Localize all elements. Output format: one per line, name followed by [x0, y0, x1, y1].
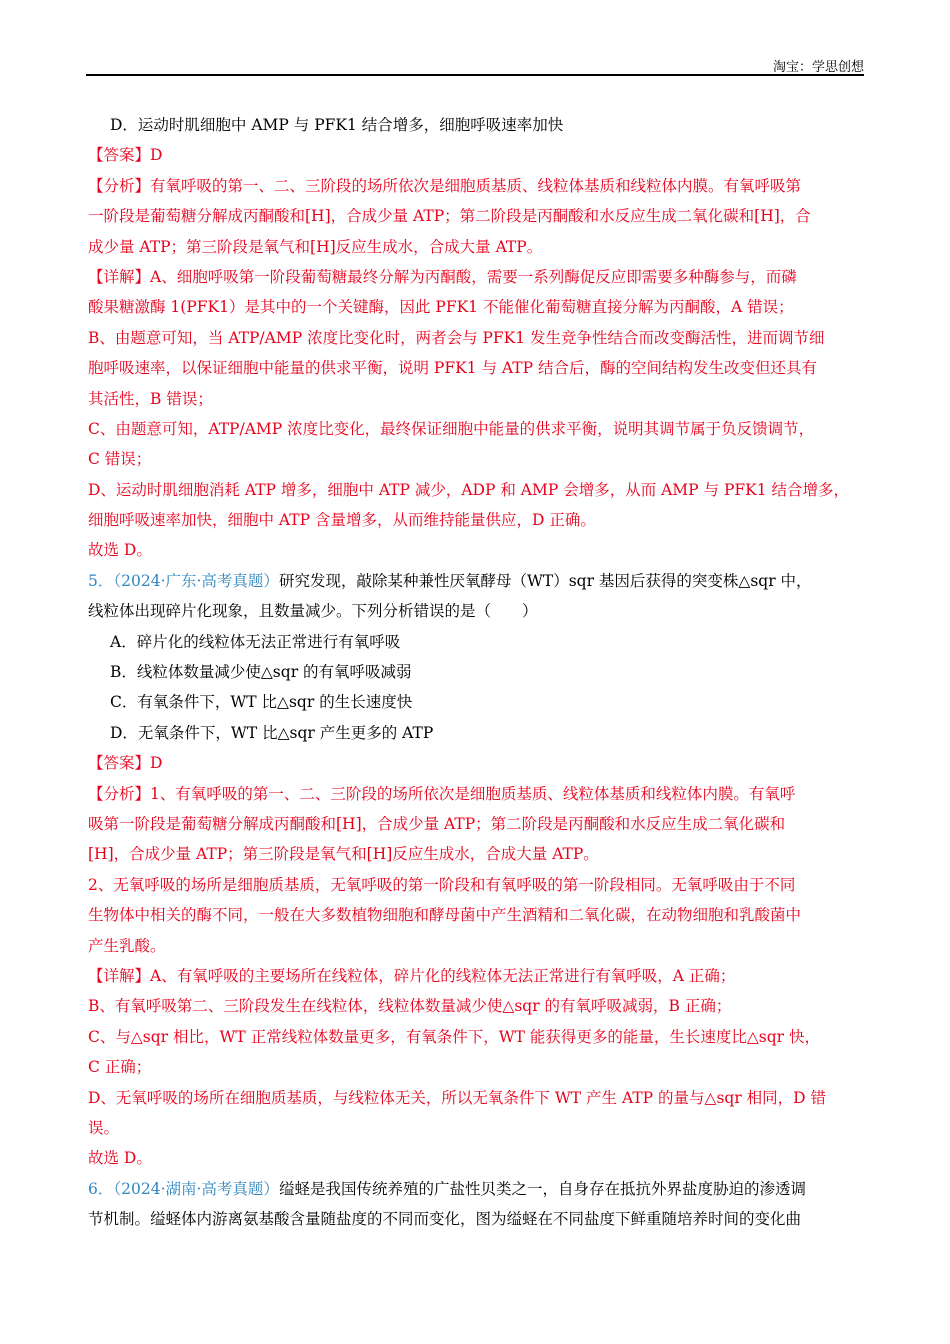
q5-detail-line: 误。 [88, 1118, 120, 1137]
q5-option-a: A．碎片化的线粒体无法正常进行有氧呼吸 [110, 632, 401, 651]
q5-option-d: D．无氧条件下，WT 比△sqr 产生更多的 ATP [110, 723, 434, 742]
q4-detail-line: D、运动时肌细胞消耗 ATP 增多，细胞中 ATP 减少，ADP 和 AMP 会增多，从而 AMP 与 PFK1 结合增多， [88, 480, 850, 499]
q5-detail-line: 【详解】A、有氧呼吸的主要场所在线粒体，碎片化的线粒体无法正常进行有氧呼吸，A 正确； [88, 966, 736, 985]
document-body [88, 110, 862, 1234]
q6-stem-text: 缢蛏是我国传统养殖的广盐性贝类之一，自身存在抵抗外界盐度胁迫的渗透调 [278, 1179, 806, 1198]
q5-stem-line: 线粒体出现碎片化现象，且数量减少。下列分析错误的是（ ） [88, 602, 538, 621]
q4-detail-line: C 错误； [88, 450, 152, 469]
header-shop-text: 淘宝：学思创想 [772, 60, 864, 75]
q4-detail-line: 细胞呼吸速率加快，细胞中 ATP 含量增多，从而维持能量供应，D 正确。 [88, 511, 596, 530]
q4-analysis-line: 成少量 ATP；第三阶段是氧气和[H]反应生成水，合成大量 ATP。 [88, 237, 543, 256]
q5-detail-line: C、与△sqr 相比，WT 正常线粒体数量更多，有氧条件下，WT 能获得更多的能量，生长速度比△sqr 快， [88, 1027, 821, 1046]
q5-analysis-line: [H]，合成少量 ATP；第三阶段是氧气和[H]反应生成水，合成大量 ATP。 [88, 845, 599, 864]
q6-stem-line: 节机制。缢蛏体内游离氨基酸含量随盐度的不同而变化，图为缢蛏在不同盐度下鲜重随培养时间的变化曲 [88, 1210, 802, 1229]
q5-analysis-line: 产生乳酸。 [88, 936, 166, 955]
q5-option-c: C．有氧条件下，WT 比△sqr 的生长速度快 [110, 693, 413, 712]
q5-conclusion: 故选 D。 [88, 1149, 152, 1168]
q4-conclusion: 故选 D。 [88, 541, 152, 560]
q4-detail-line: B、由题意可知，当 ATP/AMP 浓度比变化时，两者会与 PFK1 发生竞争性结合而改变酶活性，进而调节细 [88, 328, 825, 347]
page-header [86, 52, 864, 76]
q5-stem-line [88, 566, 862, 596]
q5-analysis-line: 2、无氧呼吸的场所是细胞质基质，无氧呼吸的第一阶段和有氧呼吸的第一阶段相同。无氧呼吸由于不同 [88, 875, 796, 894]
q4-detail-line: 【详解】A、细胞呼吸第一阶段葡萄糖最终分解为丙酮酸，需要一系列酶促反应即需要多种酶参与，而磷 [88, 267, 797, 286]
q5-detail-line: C 正确； [88, 1058, 152, 1077]
q6-number: 6． [88, 1179, 114, 1198]
q5-analysis-line: 生物体中相关的酶不同，一般在大多数植物细胞和酵母菌中产生酒精和二氧化碳，在动物细胞和乳酸菌中 [88, 906, 802, 925]
q4-analysis-line: 【分析】有氧呼吸的第一、二、三阶段的场所依次是细胞质基质、线粒体基质和线粒体内膜。有氧呼吸第 [88, 176, 802, 195]
q4-option-d: D．运动时肌细胞中 AMP 与 PFK1 结合增多，细胞呼吸速率加快 [110, 116, 564, 134]
q4-detail-line: 其活性，B 错误； [88, 389, 213, 408]
q5-answer: 【答案】D [88, 754, 163, 773]
q5-stem-text: 研究发现，敲除某种兼性厌氧酵母（WT）sqr 基因后获得的突变株△sqr 中， [278, 571, 812, 590]
q4-detail-line: 胞呼吸速率，以保证细胞中能量的供求平衡，说明 PFK1 与 ATP 结合后，酶的空间结构发生改变但还具有 [88, 359, 817, 378]
q4-detail-line: 酸果糖激酶 1(PFK1）是其中的一个关键酶，因此 PFK1 不能催化葡萄糖直接分解为丙酮酸，A 错误； [88, 298, 794, 317]
q6-source: （2024·湖南·高考真题） [113, 1179, 279, 1198]
q5-source: （2024·广东·高考真题） [113, 571, 279, 590]
q5-analysis-line: 吸第一阶段是葡萄糖分解成丙酮酸和[H]，合成少量 ATP；第二阶段是丙酮酸和水反应生成二氧化碳和 [88, 814, 786, 833]
q5-detail-line: D、无氧呼吸的场所在细胞质基质，与线粒体无关，所以无氧条件下 WT 产生 ATP 的量与△sqr 相同，D 错 [88, 1088, 827, 1107]
q5-option-b: B．线粒体数量减少使△sqr 的有氧呼吸减弱 [110, 663, 412, 682]
q5-analysis-line: 【分析】1、有氧呼吸的第一、二、三阶段的场所依次是细胞质基质、线粒体基质和线粒体内膜。有氧呼 [88, 784, 796, 803]
q4-analysis-line: 一阶段是葡萄糖分解成丙酮酸和[H]，合成少量 ATP；第二阶段是丙酮酸和水反应生成二氧化碳和[H]，合 [88, 207, 811, 226]
q5-detail-line: B、有氧呼吸第二、三阶段发生在线粒体，线粒体数量减少使△sqr 的有氧呼吸减弱，B 正确； [88, 997, 732, 1016]
q4-detail-line: C、由题意可知，ATP/AMP 浓度比变化，最终保证细胞中能量的供求平衡，说明其调节属于负反馈调节， [88, 419, 815, 438]
q6-stem-line [88, 1174, 862, 1204]
q5-number: 5． [88, 571, 114, 590]
q4-answer: 【答案】D [88, 146, 163, 165]
